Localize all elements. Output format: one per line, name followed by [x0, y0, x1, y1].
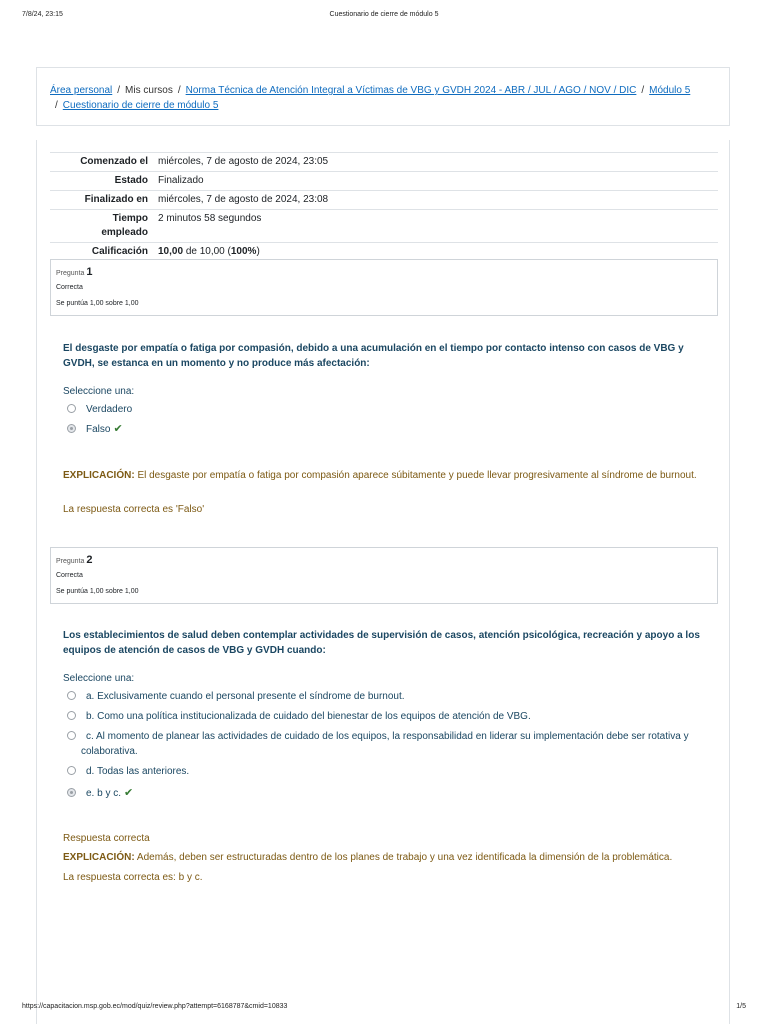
feedback-explanation-2 — [63, 850, 713, 865]
radio-button[interactable] — [67, 731, 76, 740]
answer-option[interactable] — [67, 402, 717, 417]
answer-option[interactable] — [67, 764, 717, 779]
question-number: 2 — [86, 554, 93, 566]
radio-button[interactable] — [67, 766, 76, 775]
breadcrumb-course-link[interactable]: Norma Técnica de Atención Integral a Víctimas de VBG y GVDH 2024 - ABR / JUL / AGO / NOV / DIC — [185, 85, 637, 96]
answer-option[interactable] — [67, 709, 717, 724]
question-info-1 — [50, 259, 718, 316]
general-feedback-2: Respuesta correcta — [63, 833, 150, 844]
summary-value: Finalizado — [158, 175, 204, 186]
grade-percent: 100% — [230, 246, 257, 257]
breadcrumb-home-link[interactable]: Área personal — [50, 85, 113, 96]
question-state: Correcta — [56, 572, 83, 579]
answer-option-label: a. Exclusivamente cuando el personal presente el síndrome de burnout. — [86, 691, 405, 702]
radio-button[interactable] — [67, 404, 76, 413]
summary-row-finished — [50, 191, 718, 210]
breadcrumb-separator: / — [641, 85, 645, 96]
breadcrumb-my-courses: Mis cursos — [125, 85, 173, 96]
radio-button[interactable] — [67, 691, 76, 700]
grade-mid: de 10,00 ( — [185, 246, 231, 257]
breadcrumb-separator: / — [55, 100, 58, 111]
breadcrumb — [36, 67, 730, 126]
answer-option-label: c. Al momento de planear las actividades de cuidado de los equipos, la responsabilidad en liderar su implementación debe ser rotativa y colaborativa. — [81, 731, 689, 757]
question-prefix: Pregunta — [56, 270, 85, 277]
summary-value: miércoles, 7 de agosto de 2024, 23:05 — [158, 156, 329, 167]
feedback-explanation-1 — [63, 468, 713, 483]
breadcrumb-separator: / — [177, 85, 181, 96]
summary-row-started — [50, 153, 718, 172]
question-grade: Se puntúa 1,00 sobre 1,00 — [56, 300, 139, 307]
question-grade: Se puntúa 1,00 sobre 1,00 — [56, 588, 139, 595]
question-state: Correcta — [56, 284, 83, 291]
answer-option-label: Verdadero — [86, 404, 133, 415]
right-answer-2: La respuesta correcta es: b y c. — [63, 872, 203, 883]
question-number-line — [56, 553, 717, 569]
breadcrumb-quiz-link[interactable]: Cuestionario de cierre de módulo 5 — [62, 100, 219, 111]
summary-row-state — [50, 172, 718, 191]
print-datetime: 7/8/24, 23:15 — [22, 11, 63, 18]
summary-label: Finalizado en — [84, 194, 148, 205]
print-header — [22, 11, 746, 23]
answer-option-label: d. Todas las anteriores. — [86, 766, 190, 777]
summary-label: Calificación — [91, 246, 148, 257]
print-url: https://capacitacion.msp.gob.ec/mod/quiz/review.php?attempt=6168787&cmid=10833 — [22, 1003, 288, 1010]
feedback-label: EXPLICACIÓN: — [63, 852, 135, 863]
answer-option[interactable] — [67, 729, 731, 759]
grade-end: ) — [256, 246, 260, 257]
breadcrumb-separator: / — [117, 85, 121, 96]
feedback-label: EXPLICACIÓN: — [63, 470, 135, 481]
answer-option[interactable] — [67, 689, 717, 704]
summary-label-part: Tiempo — [112, 213, 148, 224]
answer-option-label: e. b y c. — [86, 788, 122, 799]
attempt-summary-table — [50, 152, 718, 262]
question-number: 1 — [86, 266, 93, 278]
summary-value: 2 minutos 58 segundos — [158, 213, 262, 224]
correct-check-icon: ✔ — [124, 787, 134, 799]
print-footer — [22, 1003, 746, 1015]
right-answer-1: La respuesta correcta es 'Falso' — [63, 504, 205, 515]
question-text-2: Los establecimientos de salud deben contemplar actividades de supervisión de casos, atención psicológica, recreación y apoyo a los equipos de atención de casos de VBG y GVDH cuando: — [63, 630, 700, 656]
answer-option-selected[interactable] — [67, 422, 717, 437]
print-page-number: 1/5 — [736, 1003, 746, 1010]
feedback-text: El desgaste por empatía o fatiga por compasión aparece súbitamente y puede llevar progresivamente al síndrome de burnout. — [137, 470, 697, 481]
summary-row-time — [50, 210, 718, 243]
radio-button[interactable] — [67, 711, 76, 720]
summary-label: Estado — [114, 175, 148, 186]
question-prefix: Pregunta — [56, 558, 85, 565]
answer-option-selected[interactable] — [67, 786, 717, 801]
summary-label-part: empleado — [101, 227, 148, 238]
question-number-line — [56, 265, 717, 281]
feedback-text: Además, deben ser estructuradas dentro de los planes de trabajo y una vez identificada la dimensión de la problemática. — [136, 852, 673, 863]
print-doc-title: Cuestionario de cierre de módulo 5 — [329, 11, 439, 18]
select-prompt: Seleccione una: — [63, 386, 135, 397]
summary-label: Comenzado el — [80, 156, 148, 167]
radio-button-selected[interactable] — [67, 424, 76, 433]
summary-label — [50, 210, 158, 243]
question-info-2 — [50, 547, 718, 604]
correct-check-icon: ✔ — [113, 423, 123, 435]
answer-option-label: b. Como una política institucionalizada de cuidado del bienestar de los equipos de atención de VBG. — [86, 711, 531, 722]
question-text-1: El desgaste por empatía o fatiga por compasión, debido a una acumulación en el tiempo por contacto intenso con casos de VBG y GVDH, se estanca en un momento y no produce más afectación: — [63, 343, 684, 369]
select-prompt: Seleccione una: — [63, 673, 135, 684]
breadcrumb-module-link[interactable]: Módulo 5 — [649, 85, 691, 96]
radio-button-selected[interactable] — [67, 788, 76, 797]
grade-score: 10,00 — [158, 246, 184, 257]
answer-option-label: Falso — [86, 424, 111, 435]
summary-value: miércoles, 7 de agosto de 2024, 23:08 — [158, 194, 329, 205]
